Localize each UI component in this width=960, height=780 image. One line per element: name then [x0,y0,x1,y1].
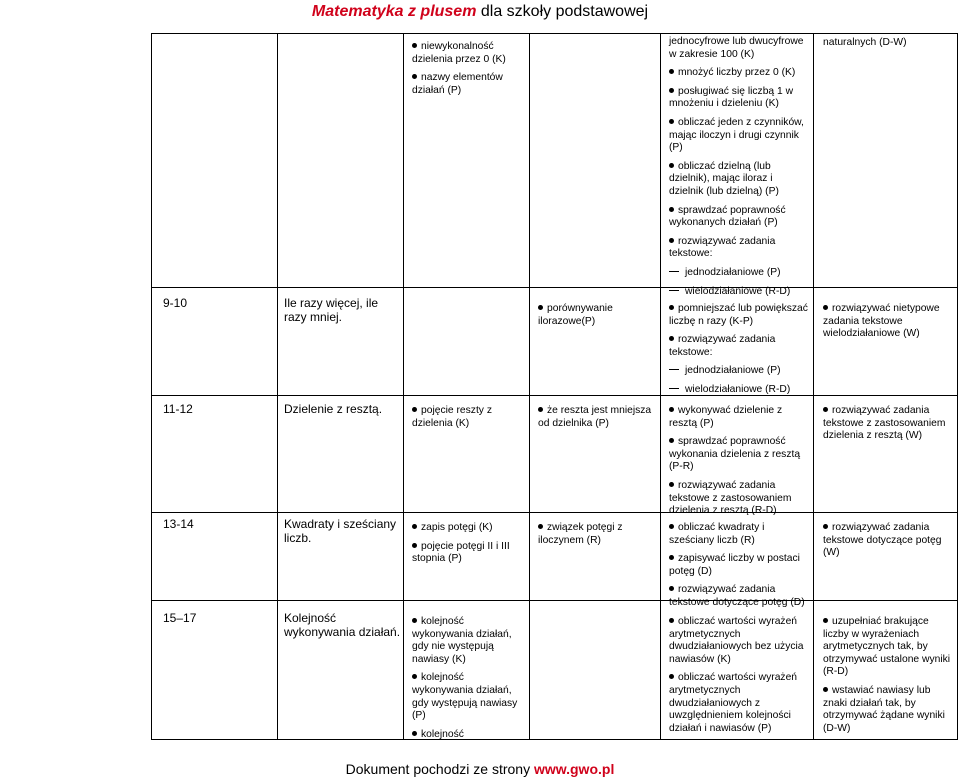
table-border [529,33,530,740]
bullet-icon [412,618,417,623]
bullet-icon [669,163,674,168]
row3-col-e [669,522,809,610]
list-item: niewykonalność dzielenia przez 0 (K) [412,41,506,65]
table-border [151,33,958,34]
bullet-icon [669,524,674,529]
list-item: jednodziałaniowe (P) [669,267,809,280]
list-item: obliczać jeden z czynników, mając iloczyn i drugi czynnik (P) [669,116,804,154]
list-item: posługiwać się liczbą 1 w mnożeniu i dzieleniu (K) [669,85,794,110]
lesson-number: 15–17 [163,611,197,625]
bullet-icon [412,74,417,79]
bullet-icon [823,305,828,310]
table-border [151,512,958,513]
list-item: sprawdzać poprawność wykonanych działań (P) [669,204,786,229]
row2-col-d [538,405,656,430]
dash-icon [669,290,679,291]
dash-icon [669,369,679,370]
footer-text: Dokument pochodzi ze strony [345,761,534,777]
table-border [151,739,958,740]
table-border [660,33,661,740]
table-border [403,33,404,740]
lesson-number: 11-12 [163,402,193,416]
lesson-topic: Kolejność wykonywania działań. [284,611,401,639]
list-item: wstawiać nawiasy lub znaki działań tak, by otrzymywać żądane wyniki (D-W) [823,684,945,734]
list-item: pomniejszać lub powiększać liczbę n razy (K-P) [669,303,808,327]
row4-col-f [823,616,955,735]
list-item: obliczać wartości wyrażeń arytmetycznych dwudziałaniowych bez użycia nawiasów (K) [669,616,804,665]
lesson-topic: Kwadraty i sześciany liczb. [284,517,397,545]
row4-col-e [669,616,809,735]
table-border [151,33,152,740]
bullet-icon [669,482,674,487]
bullet-icon [412,731,417,736]
bullet-icon [412,43,417,48]
bullet-icon [823,618,828,623]
lesson-topic: Ile razy więcej, ile razy mniej. [284,296,379,324]
list-item: uzupełniać brakujące liczby w wyrażeniach arytmetycznych tak, by otrzymywać ustalone wyniki (R-D) [823,616,951,678]
bullet-icon [669,555,674,560]
bullet-icon [669,305,674,310]
bullet-icon [412,524,417,529]
row3-col-f [823,522,953,560]
top-col-e [669,36,809,298]
list-item: rozwiązywać nietypowe zadania tekstowe wielodziałaniowe (W) [823,303,940,340]
list-item: rozwiązywać zadania tekstowe z zastosowaniem dzielenia z resztą (W) [823,405,946,442]
bullet-icon [538,305,543,310]
dash-icon [669,388,679,389]
table-border [151,287,958,288]
list-item: rozwiązywać zadania tekstowe dotyczące potęg (D) [669,584,805,608]
bullet-icon [412,407,417,412]
lesson-number: 9-10 [163,296,188,310]
bullet-icon [823,687,828,692]
list-item: nazwy elementów działań (P) [412,72,503,96]
header-subtitle: dla szkoły podstawowej [476,3,649,20]
dash-icon [669,271,679,272]
bullet-icon [669,586,674,591]
list-item: obliczać kwadraty i sześciany liczb (R) [669,522,765,546]
list-item: wielodziałaniowe (R-D) [669,286,809,299]
bullet-icon [669,238,674,243]
list-item: że reszta jest mniejsza od dzielnika (P) [538,405,652,429]
bullet-icon [538,407,543,412]
lesson-topic: Dzielenie z resztą. [284,402,383,416]
list-item: sprawdzać poprawność wykonania dzielenia z resztą (P-R) [669,436,801,473]
bullet-icon [669,336,674,341]
document-footer [0,760,960,778]
list-item: pojęcie reszty z dzielenia (K) [412,405,492,429]
table-border [151,395,958,396]
table-border [957,33,958,740]
row1-col-f [823,303,953,341]
list-item: rozwiązywać zadania tekstowe z zastosowaniem dzielenia z resztą (R-D) [669,479,792,517]
header-brand: Matematyka z plusem [311,3,477,20]
list-item: obliczać wartości wyrażeń arytmetycznych dwudziałaniowych z uwzględnieniem kolejności działań i nawiasów (P) [669,672,798,734]
lesson-number: 13-14 [163,517,194,531]
list-item: rozwiązywać zadania tekstowe dotyczące potęg (W) [823,522,942,559]
list-item: zapis potęgi (K) [412,522,522,535]
bullet-icon [669,438,674,443]
list-item: wykonywać dzielenie z resztą (P) [669,405,783,429]
top-col-f: naturalnych (D-W) [823,37,907,48]
bullet-icon [538,524,543,529]
table-border [151,600,958,601]
list-item: jednocyfrowe lub dwucyfrowe w zakresie 100 (K) [669,36,804,60]
table-border [813,33,814,740]
bullet-icon [669,674,674,679]
list-item: mnożyć liczby przez 0 (K) [669,67,809,80]
list-item: kolejność wykonywania działań, gdy występują nawiasy (P) [412,672,518,722]
row3-col-c [412,522,522,566]
list-item: kolejność [412,729,524,742]
list-item: pojęcie potęgi II i III stopnia (P) [412,540,510,565]
bullet-icon [412,674,417,679]
list-item: jednodziałaniowe (P) [669,365,809,378]
list-item: porównywanie ilorazowe(P) [538,303,613,327]
row3-col-d [538,522,656,547]
row1-col-e [669,303,809,397]
list-item: zapisywać liczby w postaci potęg (D) [669,553,800,577]
footer-link[interactable]: www.gwo.pl [533,761,615,777]
bullet-icon [412,543,417,548]
row2-col-e [669,405,809,518]
bullet-icon [669,407,674,412]
row2-col-f [823,405,953,443]
bullet-icon [669,119,674,124]
bullet-icon [669,69,674,74]
bullet-icon [669,207,674,212]
row2-col-c [412,405,522,430]
bullet-icon [823,524,828,529]
table-border [277,33,278,740]
list-item: obliczać dzielną (lub dzielnik), mając iloraz i dzielnik (lub dzielną) (P) [669,160,779,197]
bullet-icon [823,407,828,412]
list-item: związek potęgi z iloczynem (R) [538,522,623,546]
bullet-icon [669,88,674,93]
row1-col-d [538,303,656,328]
row4-col-c [412,616,524,741]
list-item: wielodziałaniowe (R-D) [669,384,809,397]
list-item: rozwiązywać zadania tekstowe: [669,235,776,260]
top-col-c [412,41,522,97]
bullet-icon [669,618,674,623]
list-item: rozwiązywać zadania tekstowe: [669,334,776,358]
list-item: kolejność wykonywania działań, gdy nie występują nawiasy (K) [412,616,512,665]
